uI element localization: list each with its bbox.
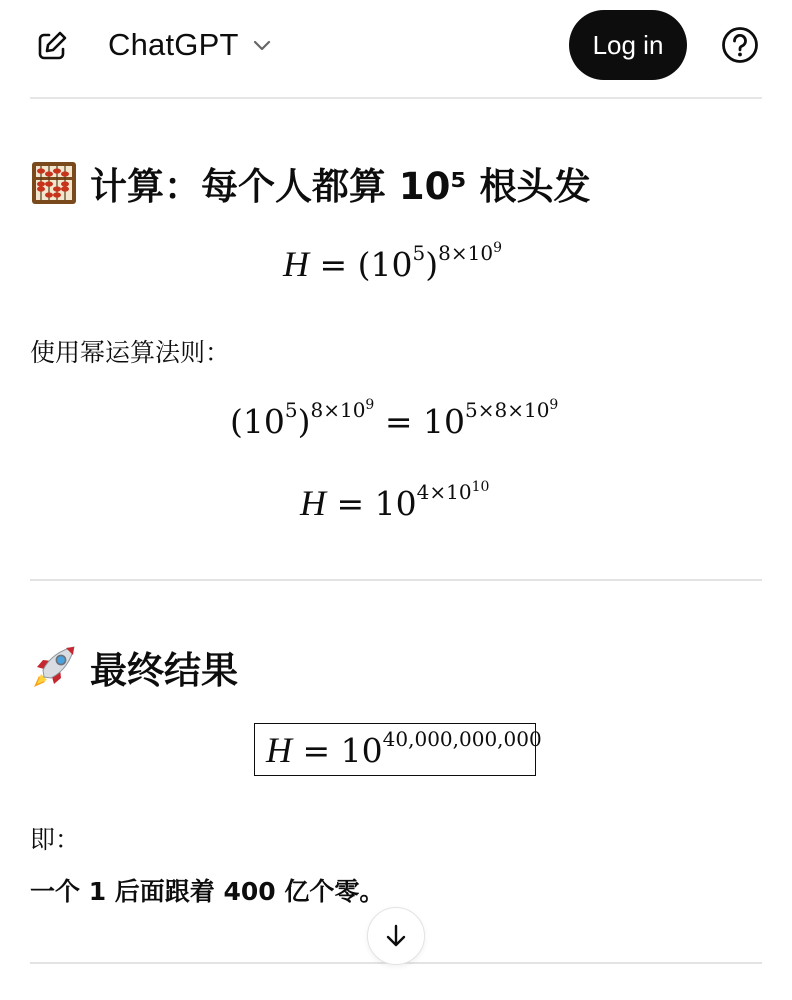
arrow-down-icon	[382, 922, 410, 950]
power-rule-text: 使用幂运算法则：	[30, 338, 231, 367]
section-heading-final-result	[30, 640, 238, 694]
login-button[interactable]: Log in	[569, 10, 687, 80]
rocket-icon	[30, 643, 78, 691]
equation-h-definition: $H = (10^5)^{8\times 10^9}$	[283, 240, 502, 284]
new-chat-button[interactable]	[34, 28, 70, 64]
section-heading-calculation	[30, 156, 590, 210]
question-circle-icon	[720, 25, 760, 65]
equation-h-simplified: $H = 10^{4\times 10^{10}}$	[300, 479, 490, 523]
equation-final-result: H = 10$^{40,000,000,000}$	[266, 727, 542, 770]
section-heading-text: 最终结果	[90, 649, 238, 692]
model-selector[interactable]	[108, 22, 273, 68]
that-is-text: 即：	[30, 825, 81, 854]
chevron-down-icon	[251, 34, 273, 56]
header-divider	[30, 97, 762, 99]
top-bar	[0, 0, 792, 90]
section-divider	[30, 579, 762, 581]
new-chat-pencil-icon	[34, 28, 70, 64]
scroll-down-button[interactable]	[367, 907, 425, 965]
equation-power-rule: $(10^5)^{8\times 10^9} = 10^{5\times 8\times 10^9}$	[230, 397, 559, 441]
model-name: ChatGPT	[108, 27, 239, 62]
help-button[interactable]	[720, 25, 760, 65]
conclusion-text: 一个 1 后面跟着 400 亿个零。	[30, 877, 385, 906]
section-heading-text: 计算：每个人都算 10⁵ 根头发	[90, 165, 591, 208]
abacus-icon	[30, 159, 78, 207]
